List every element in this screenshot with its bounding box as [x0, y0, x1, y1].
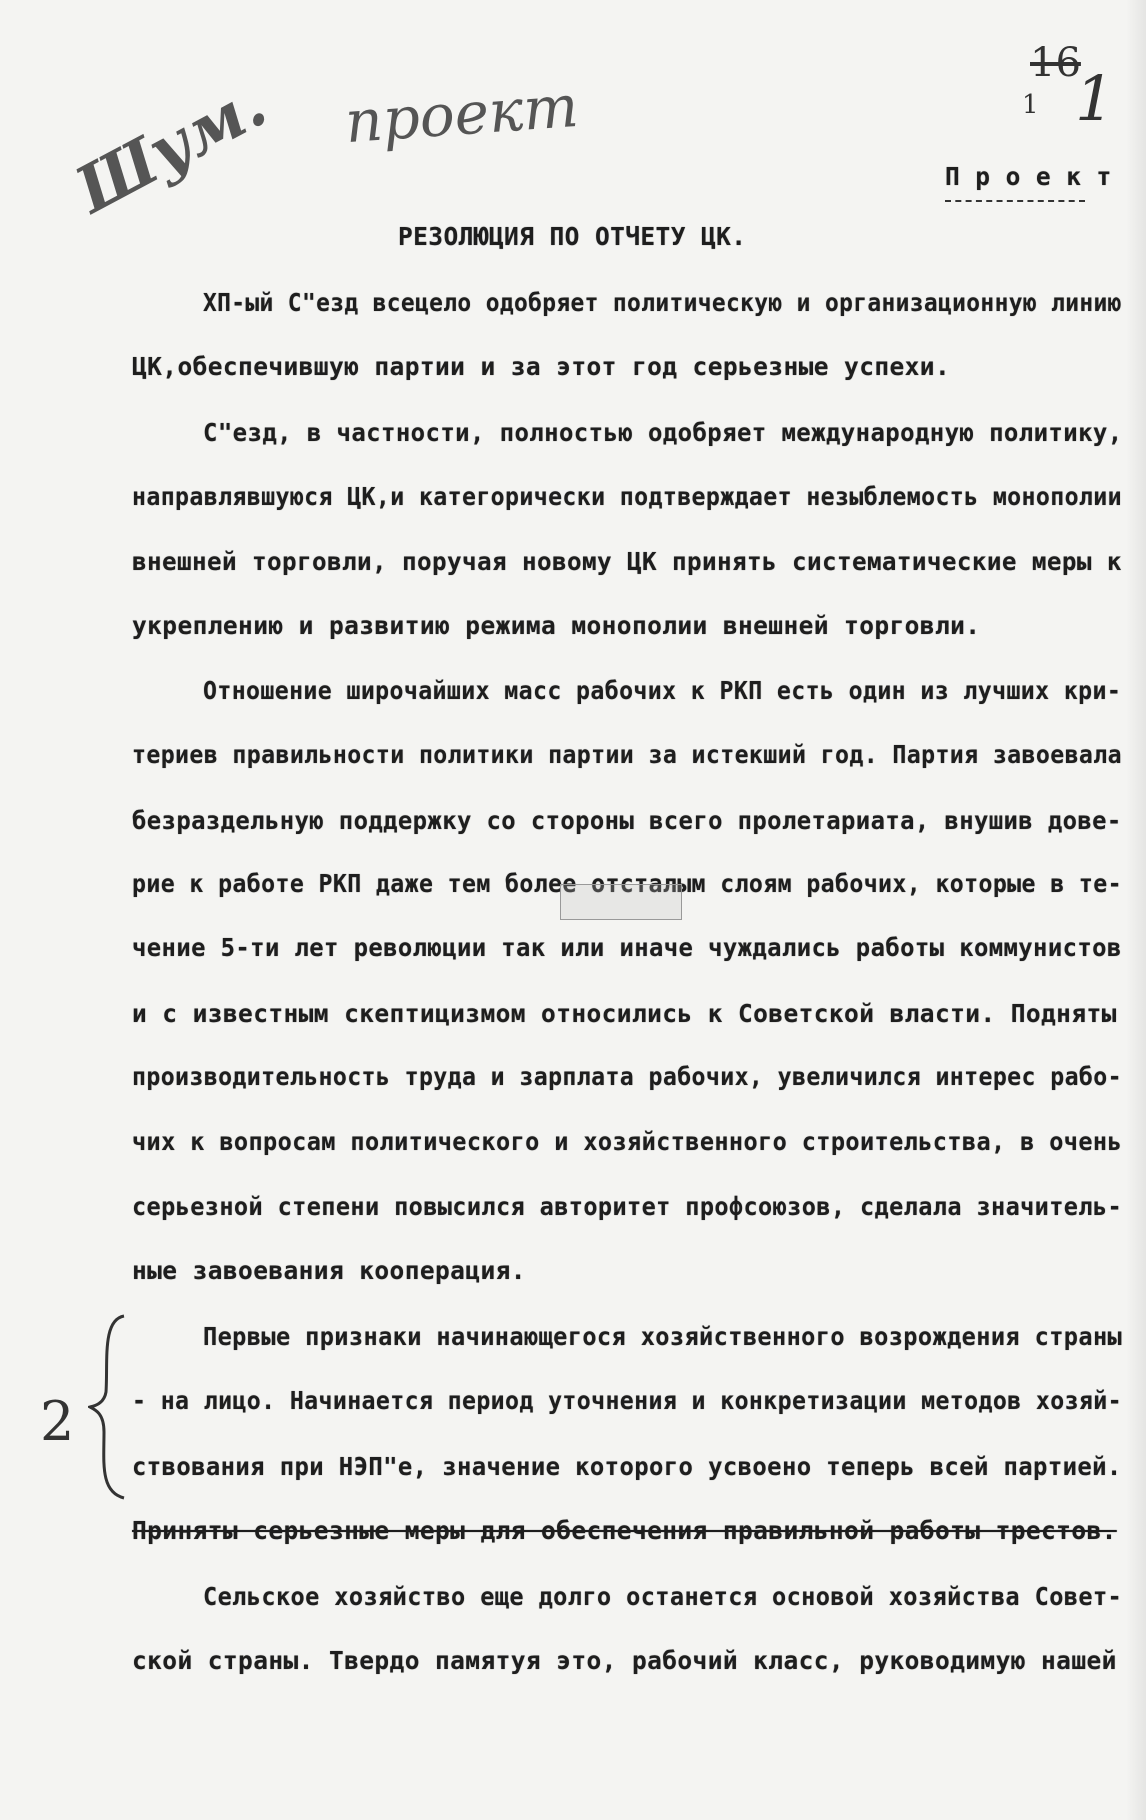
- text-line: ные завоевания кооперация.: [132, 1256, 526, 1285]
- page-number-top: 16: [1030, 40, 1081, 86]
- text-line: чение 5-ти лет революции так или иначе чуждались работы коммунистов: [132, 933, 1122, 962]
- text-line: серьезной степени повысился авторитет профсоюзов, сделала значитель-: [132, 1192, 1123, 1221]
- archive-stamp: [560, 884, 682, 920]
- page-number-sub: 1: [1022, 90, 1039, 120]
- text-line: рие к работе РКП даже тем более отсталым слоям рабочих, которые в те-: [132, 869, 1122, 898]
- text-line: С"езд, в частности, полностью одобряет международную политику,: [203, 418, 1123, 447]
- text-line: Первые признаки начинающегося хозяйственного возрождения страны: [203, 1322, 1123, 1351]
- pencil-draft-note: проект: [342, 71, 581, 157]
- pencil-mark: Шум.: [64, 66, 279, 229]
- text-line: ЦК,обеспечившую партии и за этот год серьезные успехи.: [132, 352, 951, 381]
- text-line: и с известным скептицизмом относились к Советской власти. Подняты: [132, 999, 1117, 1028]
- text-line: производительность труда и зарплата рабочих, увеличился интерес рабо-: [132, 1062, 1122, 1091]
- text-line: направлявшуюся ЦК,и категорически подтверждает незыблемость монополии: [132, 482, 1122, 511]
- document-title: РЕЗОЛЮЦИЯ ПО ОТЧЕТУ ЦК.: [398, 222, 747, 251]
- margin-number: 2: [40, 1390, 75, 1453]
- margin-bracket: [88, 1312, 128, 1502]
- text-line: ской страны. Твердо памятуя это, рабочий класс, руководимую нашей: [132, 1646, 1117, 1675]
- text-line: Сельское хозяйство еще долго останется основой хозяйства Совет-: [203, 1582, 1123, 1611]
- text-line: ХП-ый С"езд всецело одобряет политическую и организационную линию: [203, 288, 1122, 317]
- struck-text-line: Приняты серьезные меры для обеспечения правильной работы трестов.: [132, 1516, 1117, 1545]
- text-line: внешней торговли, поручая новому ЦК принять систематические меры к: [132, 547, 1122, 576]
- text-line: ствования при НЭП"е, значение которого усвоено теперь всей партией.: [132, 1452, 1122, 1481]
- draft-label: П р о е к т: [945, 162, 1112, 191]
- draft-label-underline: [945, 200, 1085, 202]
- text-line: - на лицо. Начинается период уточнения и конкретизации методов хозяй-: [132, 1386, 1122, 1415]
- text-line: Отношение широчайших масс рабочих к РКП есть один из лучших кри-: [203, 676, 1122, 705]
- text-line: териев правильности политики партии за истекший год. Партия завоевала: [132, 740, 1122, 769]
- text-line: чих к вопросам политического и хозяйственного строительства, в очень: [132, 1127, 1123, 1156]
- page-number-right: 1: [1075, 62, 1115, 135]
- text-line: укреплению и развитию режима монополии внешней торговли.: [132, 611, 981, 640]
- text-line: безраздельную поддержку со стороны всего пролетариата, внушив дове-: [132, 806, 1122, 835]
